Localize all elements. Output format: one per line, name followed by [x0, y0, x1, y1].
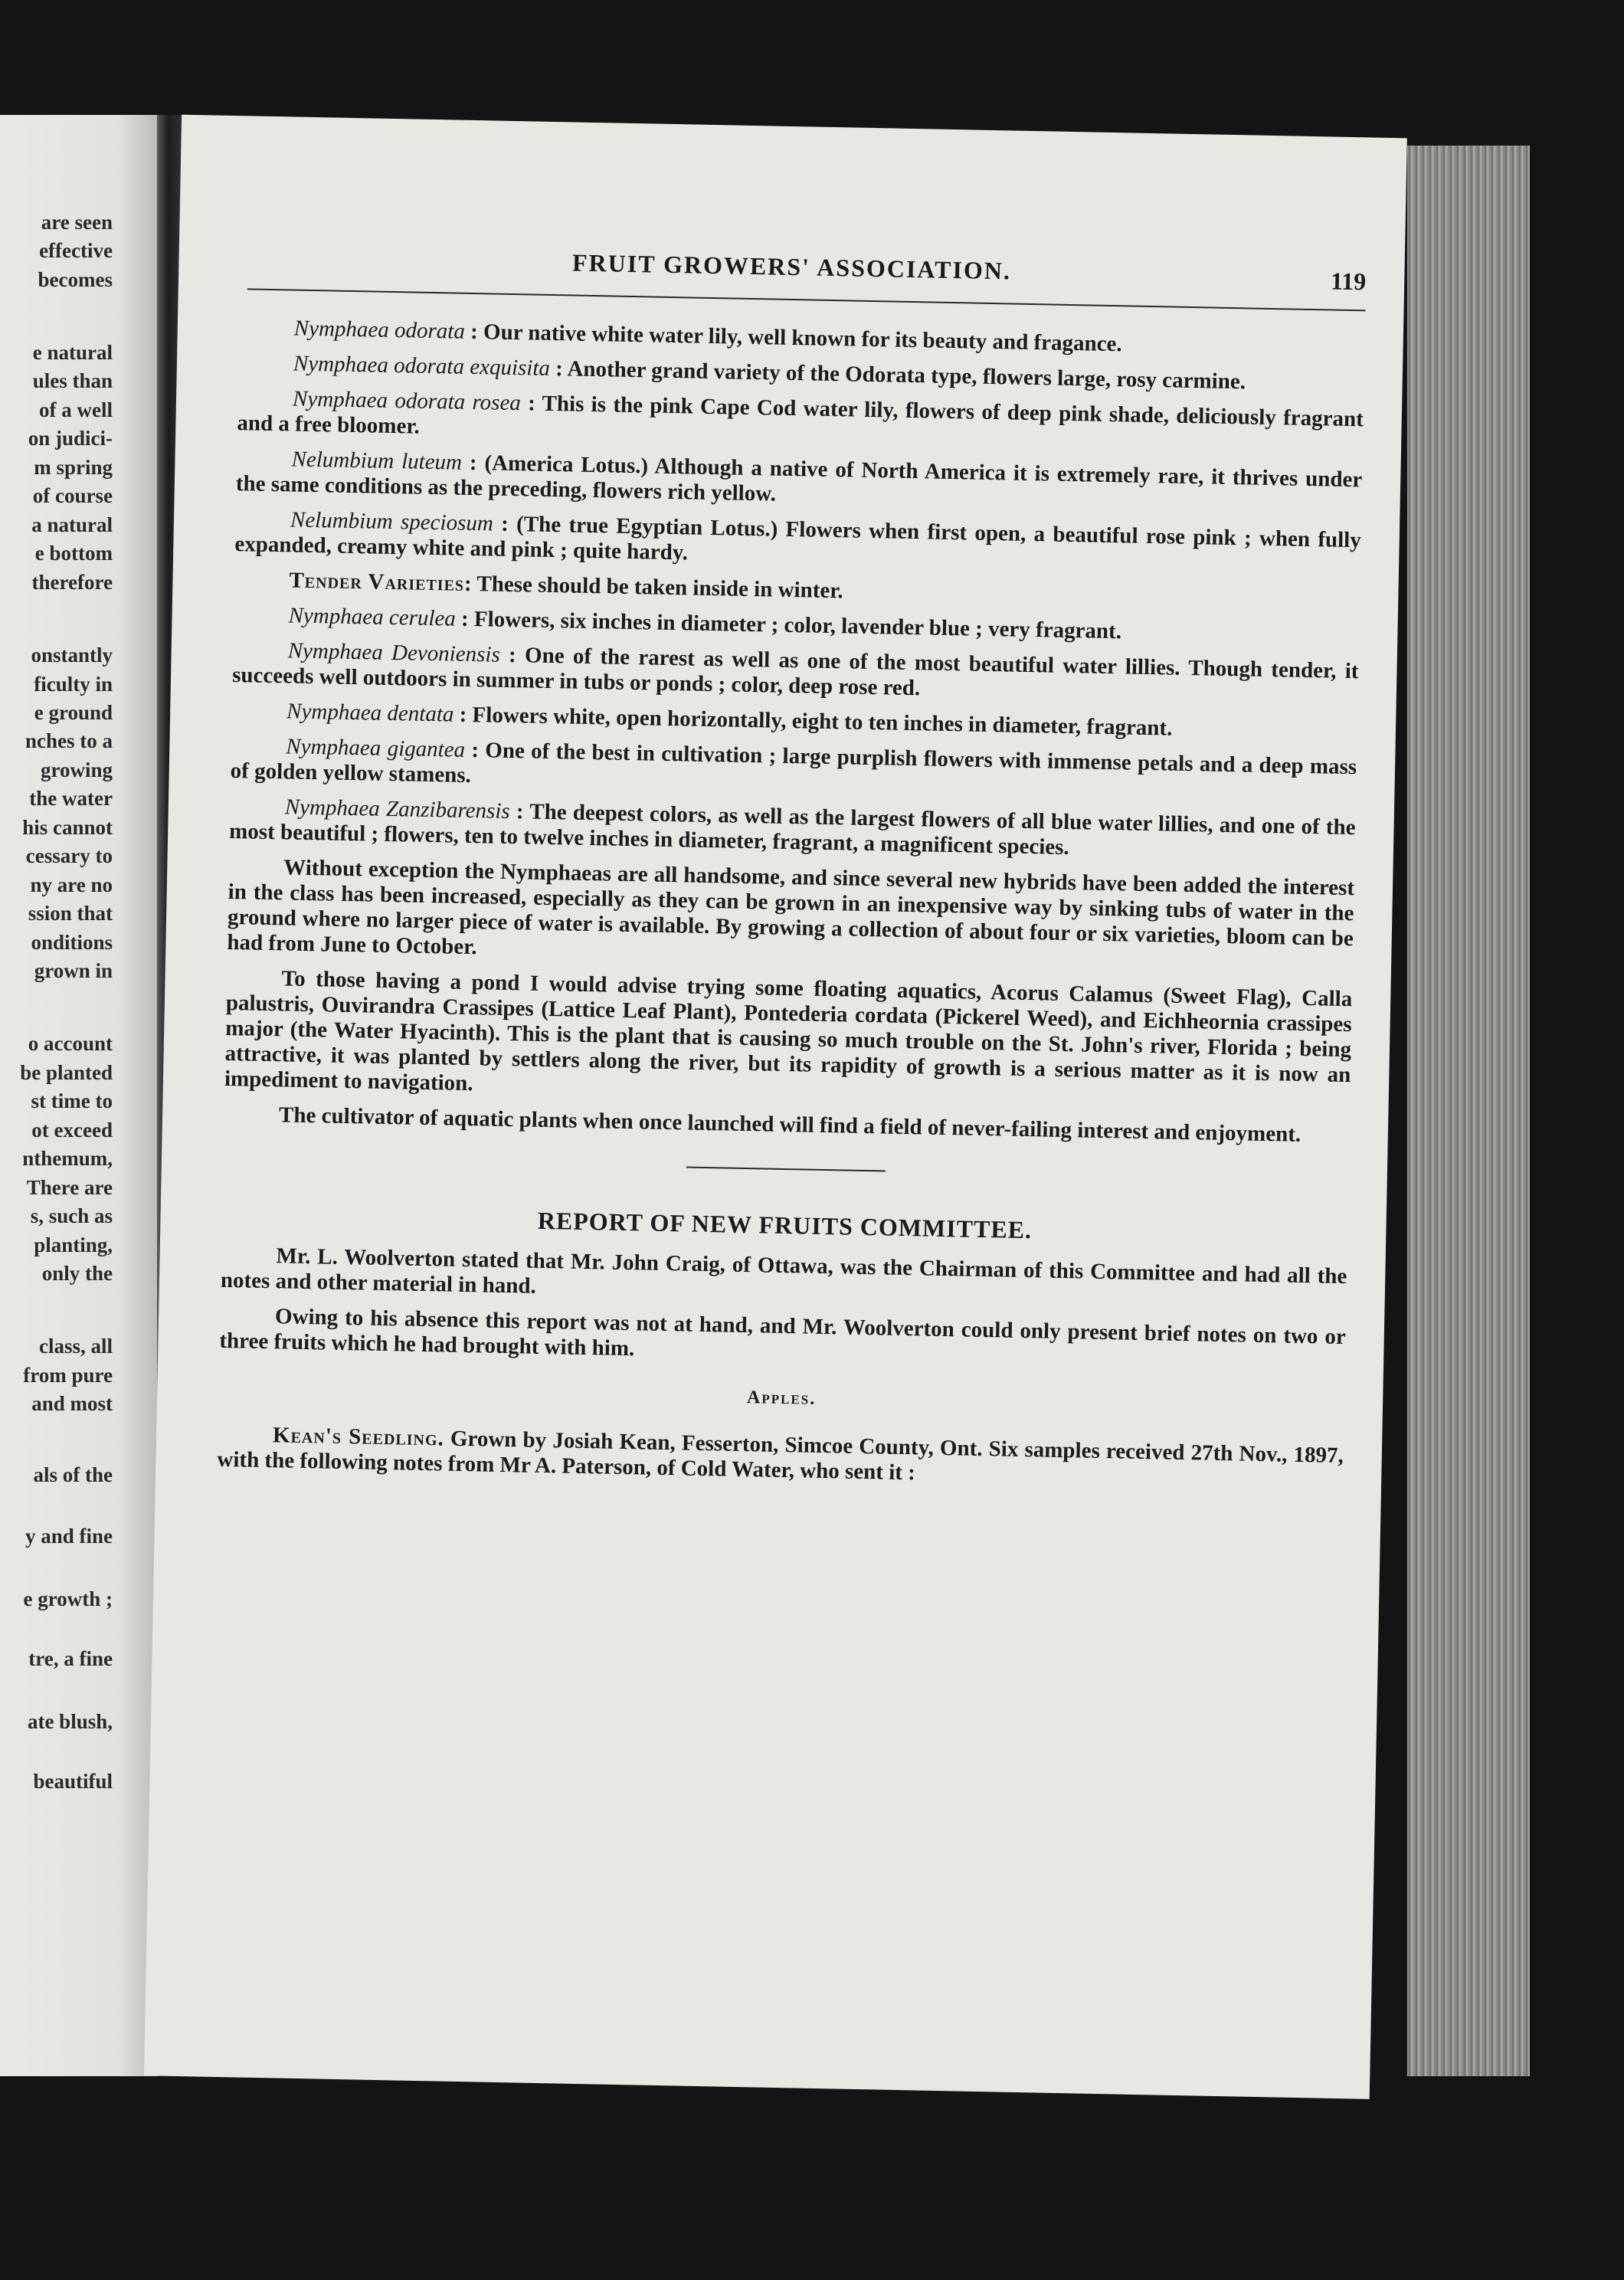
entry — [230, 733, 1357, 805]
left-page-fragment: o account — [28, 1032, 113, 1055]
page-block-edge — [1407, 146, 1530, 2076]
left-page-fragment: cessary to — [25, 844, 113, 867]
left-page-fragment: s, such as — [30, 1204, 113, 1227]
species-name: Nelumbium speciosum — [290, 507, 494, 536]
species-name: Nymphaea gigantea — [286, 734, 466, 762]
species-name: Nelumbium luteum — [291, 447, 463, 475]
left-page-fragment: ny are no — [30, 873, 113, 896]
page-number: 119 — [1330, 267, 1367, 296]
left-page-fragment: als of the — [33, 1463, 113, 1486]
species-name: Nymphaea Devoniensis — [287, 638, 501, 667]
apples-subheading: Apples. — [746, 1387, 817, 1409]
left-page-edge — [0, 115, 157, 2076]
species-description: : One of the best in cultivation ; large purplish flowers with immense petals and a deep mass of golden yellow stamens. — [230, 738, 1357, 788]
species-name: Nymphaea Zanzibarensis — [284, 794, 511, 824]
species-description: : (The true Egyptian Lotus.) Flowers when first open, a beautiful rose pink ; when fully expanded, creamy white and pink ; quite hardy. — [234, 511, 1362, 565]
left-page-fragment: of course — [32, 484, 113, 507]
species-name: Nymphaea odorata rosea — [292, 386, 522, 416]
left-page-fragment: y and fine — [25, 1525, 113, 1548]
entry — [234, 506, 1361, 578]
entry — [236, 446, 1363, 518]
left-page-fragment: e growth ; — [23, 1587, 113, 1610]
left-page-fragment: are seen — [41, 211, 113, 234]
paragraph: Without exception the Nymphaeas are all handsome, and since several new hybrids have been added the interest in the class has been increased, especially as they can be grown in an inexpensive way by sinking tubs of water in the ground where no larger piece of water is available. By growing a collection of about four or six varieties, bloom can be had from June to October. — [227, 855, 1355, 960]
left-page-fragment: from pure — [23, 1364, 113, 1387]
left-page-fragment: only the — [41, 1262, 113, 1285]
left-page-fragment: on judici- — [28, 427, 113, 450]
left-page-fragment: be planted — [20, 1061, 113, 1084]
left-page-fragment: and most — [31, 1392, 113, 1415]
paragraph: Mr. L. Woolverton stated that Mr. John Craig, of Ottawa, was the Chairman of this Committee and had all the notes and other material in hand. — [220, 1243, 1347, 1299]
species-description: : Flowers, six inches in diameter ; color, lavender blue ; very fragrant. — [460, 606, 1122, 644]
page-body — [217, 315, 1365, 1504]
left-page-fragment: ate blush, — [27, 1710, 113, 1733]
species-name: Nymphaea odorata exquisita — [293, 351, 551, 381]
left-page-fragment: nthemum, — [22, 1147, 113, 1170]
left-page-fragment: st time to — [31, 1089, 113, 1112]
paragraph: To those having a pond I would advise trying some floating aquatics, Acorus Calamus (Sweet Flag), Calla palustris, Ouvirandra Crassipes (Lattice Leaf Plant), Pontederia cordata (Pickerel Weed), and Eichheornia crassipes major (the Water Hyacinth). This is the plant that is causing so much trouble on the St. John's river, Florida ; being attractive, it was planted by settlers along the river, but its rapidity of growth is a serious matter as it is now an impediment to navigation. — [224, 966, 1353, 1096]
left-page-fragment: onditions — [31, 931, 113, 954]
left-page-fragment: planting, — [34, 1233, 113, 1256]
tender-text: : These should be taken inside in winter. — [463, 571, 844, 604]
left-page-fragment: his cannot — [22, 816, 113, 839]
entry — [229, 794, 1356, 866]
left-page-fragment: ficulty in — [34, 673, 113, 696]
left-page-fragment: e bottom — [34, 542, 113, 565]
left-page-fragment: ules than — [32, 369, 113, 392]
left-page-fragment: beautiful — [33, 1770, 113, 1793]
left-page-fragment: e ground — [34, 701, 113, 724]
variety-name: Kean's Seedling. — [272, 1423, 445, 1451]
header-rule — [247, 288, 1366, 311]
tender-heading: Tender Varieties — [289, 568, 465, 596]
left-page-fragment: e natural — [32, 341, 113, 364]
species-description: : Flowers white, open horizontally, eight to ten inches in diameter, fragrant. — [459, 702, 1173, 741]
running-title: FRUIT GROWERS' ASSOCIATION. — [571, 248, 1012, 285]
left-page-fragment: of a well — [39, 398, 113, 421]
left-page-fragment: class, all — [38, 1335, 113, 1358]
entry — [237, 385, 1364, 457]
left-page-fragment: nches to a — [25, 729, 113, 752]
left-page-fragment: therefore — [31, 571, 113, 594]
left-page-fragment: becomes — [38, 268, 113, 291]
species-description: : The deepest colors, as well as the largest flowers of all blue water lillies, and one of the most beautiful ; flowers, ten to twelve inches in diameter, fragrant, a magnificent species. — [228, 799, 1356, 860]
left-page-fragment: ssion that — [28, 902, 113, 925]
species-description: : Another grand variety of the Odorata type, flowers large, rosy carmine. — [555, 356, 1246, 395]
left-page-fragment: ot exceed — [31, 1119, 113, 1142]
book-page — [144, 115, 1407, 2099]
species-name: Nymphaea odorata — [293, 316, 466, 344]
left-page-fragment: the water — [29, 787, 113, 810]
left-page-fragment: tre, a fine — [28, 1647, 113, 1670]
left-page-fragment: a natural — [31, 513, 113, 536]
species-description: : Our native white water lily, well known for its beauty and fragance. — [470, 319, 1122, 357]
left-page-fragment: m spring — [34, 456, 113, 479]
species-description: : One of the rarest as well as one of the most beautiful water lillies. Though tender, it succeeds well outdoors in summer in tubs or ponds ; color, deep rose red. — [231, 642, 1359, 701]
paragraph: The cultivator of aquatic plants when once launched will find a field of never-failing interest and enjoyment. — [278, 1102, 1301, 1147]
species-description: : This is the pink Cape Cod water lily, flowers of deep pink shade, deliciously fragrant and a free bloomer. — [237, 391, 1364, 439]
kean-seedling-entry — [217, 1422, 1344, 1494]
left-page-fragment: onstantly — [31, 644, 113, 667]
section-divider — [686, 1167, 886, 1172]
left-page-fragment: There are — [26, 1176, 113, 1199]
paragraph: Owing to his absence this report was not at hand, and Mr. Woolverton could only present brief notes on two or three fruits which he had brought with him. — [219, 1304, 1347, 1361]
species-name: Nymphaea cerulea — [288, 603, 457, 631]
left-page-fragment: grown in — [34, 959, 113, 982]
left-page-fragment: effective — [39, 239, 113, 262]
entry — [232, 637, 1359, 709]
species-description: : (America Lotus.) Although a native of North America it is extremely rare, it thrives under the same conditions as the preceding, flowers rich yellow. — [235, 450, 1363, 506]
left-page-fragment: growing — [40, 758, 113, 781]
variety-description: Grown by Josiah Kean, Fesserton, Simcoe County, Ont. Six samples received 27th Nov., 1897, with the following notes from Mr A. Paterson, of Cold Water, who sent it : — [217, 1426, 1344, 1486]
section-title: REPORT OF NEW FRUITS COMMITTEE. — [537, 1206, 1033, 1244]
species-name: Nymphaea dentata — [286, 699, 454, 727]
